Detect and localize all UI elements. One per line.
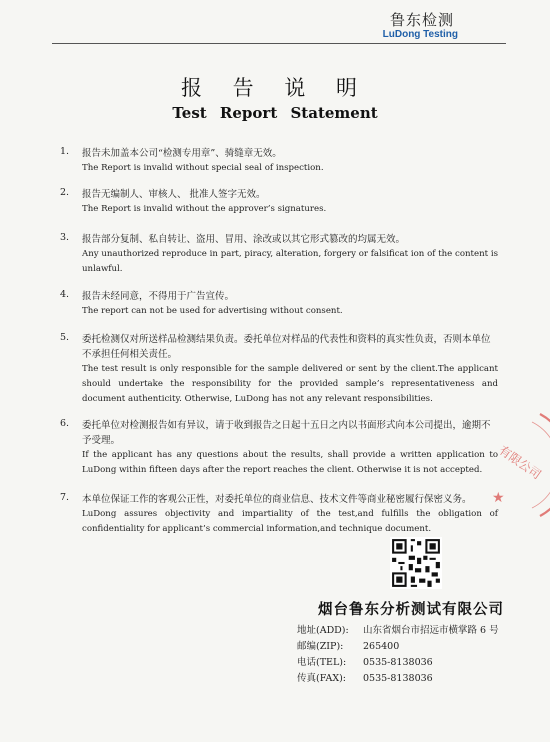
contact-label: 邮编(ZIP):: [297, 641, 344, 652]
item-text-cn: 报告未经同意，不得用于广告宣传。: [82, 291, 235, 302]
item-number: 7.: [60, 492, 70, 503]
contact-value: 山东省烟台市招远市横掌路 6 号: [363, 625, 499, 636]
contact-block: [297, 623, 499, 687]
contact-value: 265400: [363, 641, 400, 652]
item-text-cn: 委托单位对检测报告如有异议，请于收到报告之日起十五日之内以书面形式向本公司提出，逾期不予受理。: [82, 420, 491, 446]
item-text-en: The report can not be used for advertising without consent.: [82, 306, 343, 316]
brand-cn: 鲁东检测: [389, 11, 454, 29]
contact-tel: [297, 655, 499, 671]
company-seal-stamp: [470, 410, 550, 520]
item-number: 4.: [60, 289, 70, 300]
item-text-en: LuDong assures objectivity and impartiality of the test,and fulfills the obligation of confidentiality for applicant’s commercial information,and technique document.: [82, 509, 498, 534]
item-number: 2.: [60, 187, 70, 198]
item-text-en: If the applicant has any questions about the results, shall provide a written application to LuDong within fifteen days after the report reaches the client. Otherwise it is not accepted.: [82, 450, 498, 475]
contact-label: 传真(FAX):: [297, 673, 347, 684]
item-number: 6.: [60, 418, 70, 429]
item-text-cn: 报告未加盖本公司“检测专用章”、骑缝章无效。: [82, 148, 282, 159]
title-cn: 报 告 说 明: [180, 76, 370, 100]
item-text-cn: 委托检测仅对所送样品检测结果负责。委托单位对样品的代表性和资料的真实性负责，否则本单位不承担任何相关责任。: [82, 334, 491, 360]
contact-zip: [297, 639, 499, 655]
contact-label: 地址(ADD):: [297, 625, 349, 636]
company-name: 烟台鲁东分析测试有限公司: [318, 601, 504, 618]
item-number: 1.: [60, 146, 70, 157]
item-number: 3.: [60, 232, 70, 243]
contact-value: 0535-8138036: [363, 657, 433, 668]
contact-label: 电话(TEL):: [297, 657, 347, 668]
item-text-en: The test result is only responsible for the sample delivered or sent by the client.The applicant should undertake the responsibility for the provided sample’s representativeness and document authenticity. Otherwise, LuDong has not any relevant responsibilities.: [82, 364, 498, 404]
item-text-en: The Report is invalid without special seal of inspection.: [82, 163, 324, 173]
svg-text:★: ★: [492, 490, 505, 506]
qr-code-icon: [390, 537, 442, 589]
title-en: Test Report Statement: [172, 104, 378, 122]
contact-address: [297, 623, 499, 639]
item-text-cn: 报告无编制人、审核人、 批准人签字无效。: [82, 189, 266, 200]
brand-en: LuDong Testing: [382, 29, 458, 40]
header-divider: [52, 43, 506, 44]
item-text-en: The Report is invalid without the approver’s signatures.: [82, 204, 327, 214]
item-text-cn: 报告部分复制、私自转让、盗用、冒用、涂改或以其它形式篡改的均属无效。: [82, 234, 406, 245]
seal-text: 有限公司: [496, 442, 544, 482]
item-number: 5.: [60, 332, 70, 343]
item-text-en: Any unauthorized reproduce in part, piracy, alteration, forgery or falsificat ion of the content is unlawful.: [82, 249, 498, 274]
contact-value: 0535-8138036: [363, 673, 433, 684]
contact-fax: [297, 671, 499, 687]
item-text-cn: 本单位保证工作的客观公正性，对委托单位的商业信息、技术文件等商业秘密履行保密义务。: [82, 494, 472, 505]
